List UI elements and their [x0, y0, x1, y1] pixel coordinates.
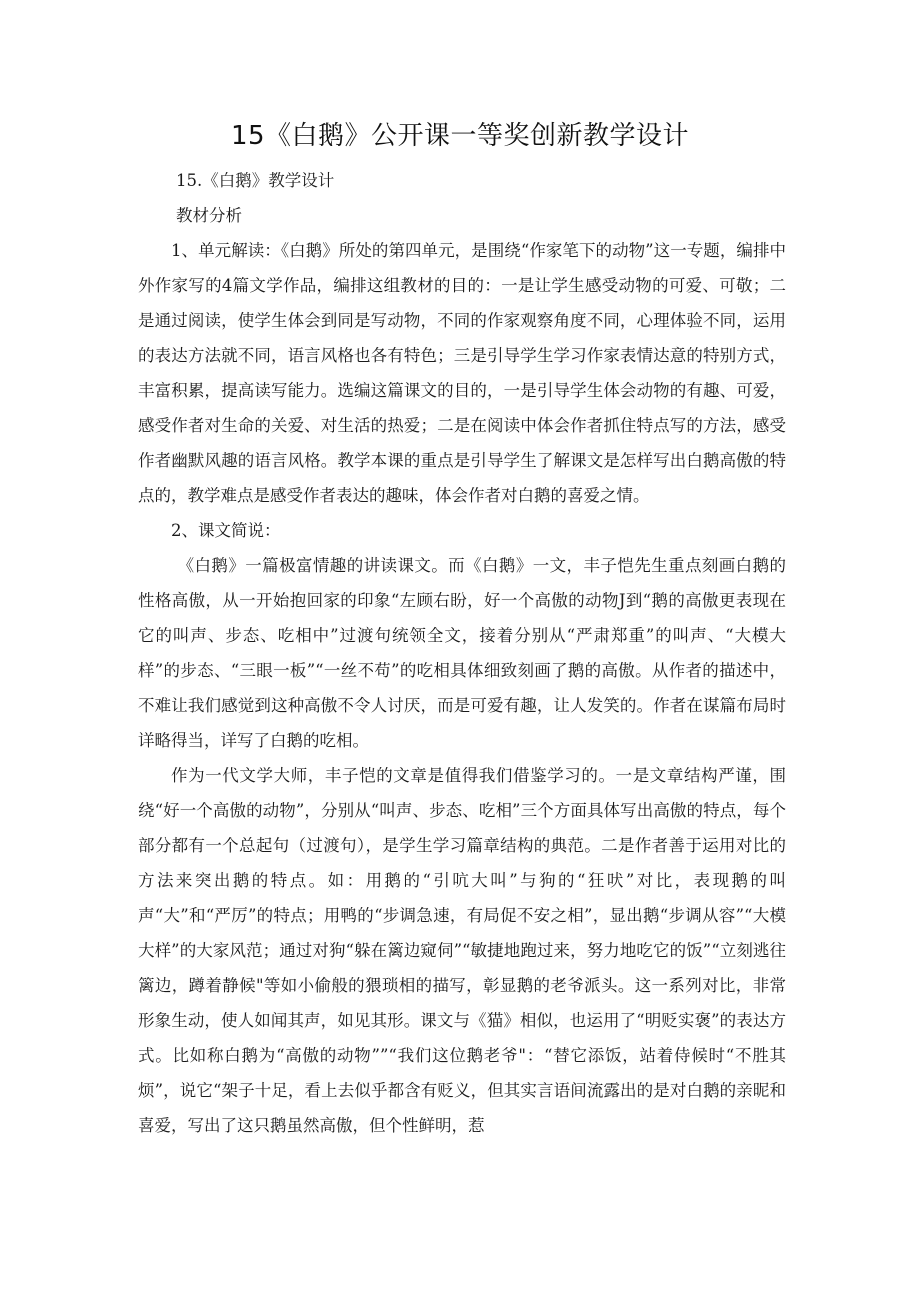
paragraph-unit-analysis: 1、单元解读：《白鹅》所处的第四单元，是围绕“作家笔下的动物”这一专题，编排中外作家写的4篇文学作品，编排这组教材的目的：一是让学生感受动物的可爱、可敬；二是通过阅读，使学生体会到同是写动物，不同的作家观察角度不同，心理体验不同，运用的表达方法就不同，语言风格也各有特色；三是引导学生学习作家表情达意的特别方式，丰富积累，提高读写能力。选编这篇课文的目的，一是引导学生体会动物的有趣、可爱，感受作者对生命的关爱、对生活的热爱；二是在阅读中体会作者抓住特点写的方法，感受作者幽默风趣的语言风格。教学本课的重点是引导学生了解课文是怎样写出白鹅高傲的特点的，教学难点是感受作者表达的趣味，体会作者对白鹅的喜爱之情。	[138, 241, 786, 505]
section-heading: 教材分析	[176, 206, 242, 225]
document-body	[138, 163, 786, 1143]
document-title: 15《白鹅》公开课一等奖创新教学设计	[230, 121, 690, 151]
paragraph-text-intro: 《白鹅》一篇极富情趣的讲读课文。而《白鹅》一文，丰子恺先生重点刻画白鹅的性格高傲，从一开始抱回家的印象“左顾右盼，好一个高傲的动物J到“鹅的高傲更表现在它的叫声、步态、吃相中”过渡句统领全文，接着分别从“严肃郑重”的叫声、“大模大样”的步态、“三眼一板”“一丝不苟”的吃相具体细致刻画了鹅的高傲。从作者的描述中，不难让我们感觉到这种高傲不令人讨厌，而是可爱有趣，让人发笑的。作者在谋篇布局时详略得当，详写了白鹅的吃相。	[138, 556, 786, 750]
document-subtitle: 15.《白鹅》教学设计	[176, 171, 335, 190]
paragraph-text-intro-heading: 2、课文简说：	[171, 521, 281, 540]
paragraph-author-analysis: 作为一代文学大师，丰子恺的文章是值得我们借鉴学习的。一是文章结构严谨，围绕“好一个高傲的动物”，分别从“叫声、步态、吃相”三个方面具体写出高傲的特点，每个部分都有一个总起句（过渡句），是学生学习篇章结构的典范。二是作者善于运用对比的方法来突出鹅的特点。如：用鹅的“引吭大叫”与狗的“狂吠”对比，表现鹅的叫声“大”和“严厉”的特点；用鸭的“步调急速，有局促不安之相”，显出鹅“步调从容”“大模大样”的大家风范；通过对狗“躲在篱边窥伺”“敏捷地跑过来，努力地吃它的饭”“立刻逃往篱边，蹲着静候"等如小偷般的猥琐相的描写，彰显鹅的老爷派头。这一系列对比，非常形象生动，使人如闻其声，如见其形。课文与《猫》相似，也运用了“明贬实褒”的表达方式。比如称白鹅为“高傲的动物””“我们这位鹅老爷"：“替它添饭，站着侍候时“不胜其烦”，说它“架子十足，看上去似乎都含有贬义，但其实言语间流露出的是对白鹅的亲昵和喜爱，写出了这只鹅虽然高傲，但个性鲜明，惹	[138, 766, 786, 1135]
